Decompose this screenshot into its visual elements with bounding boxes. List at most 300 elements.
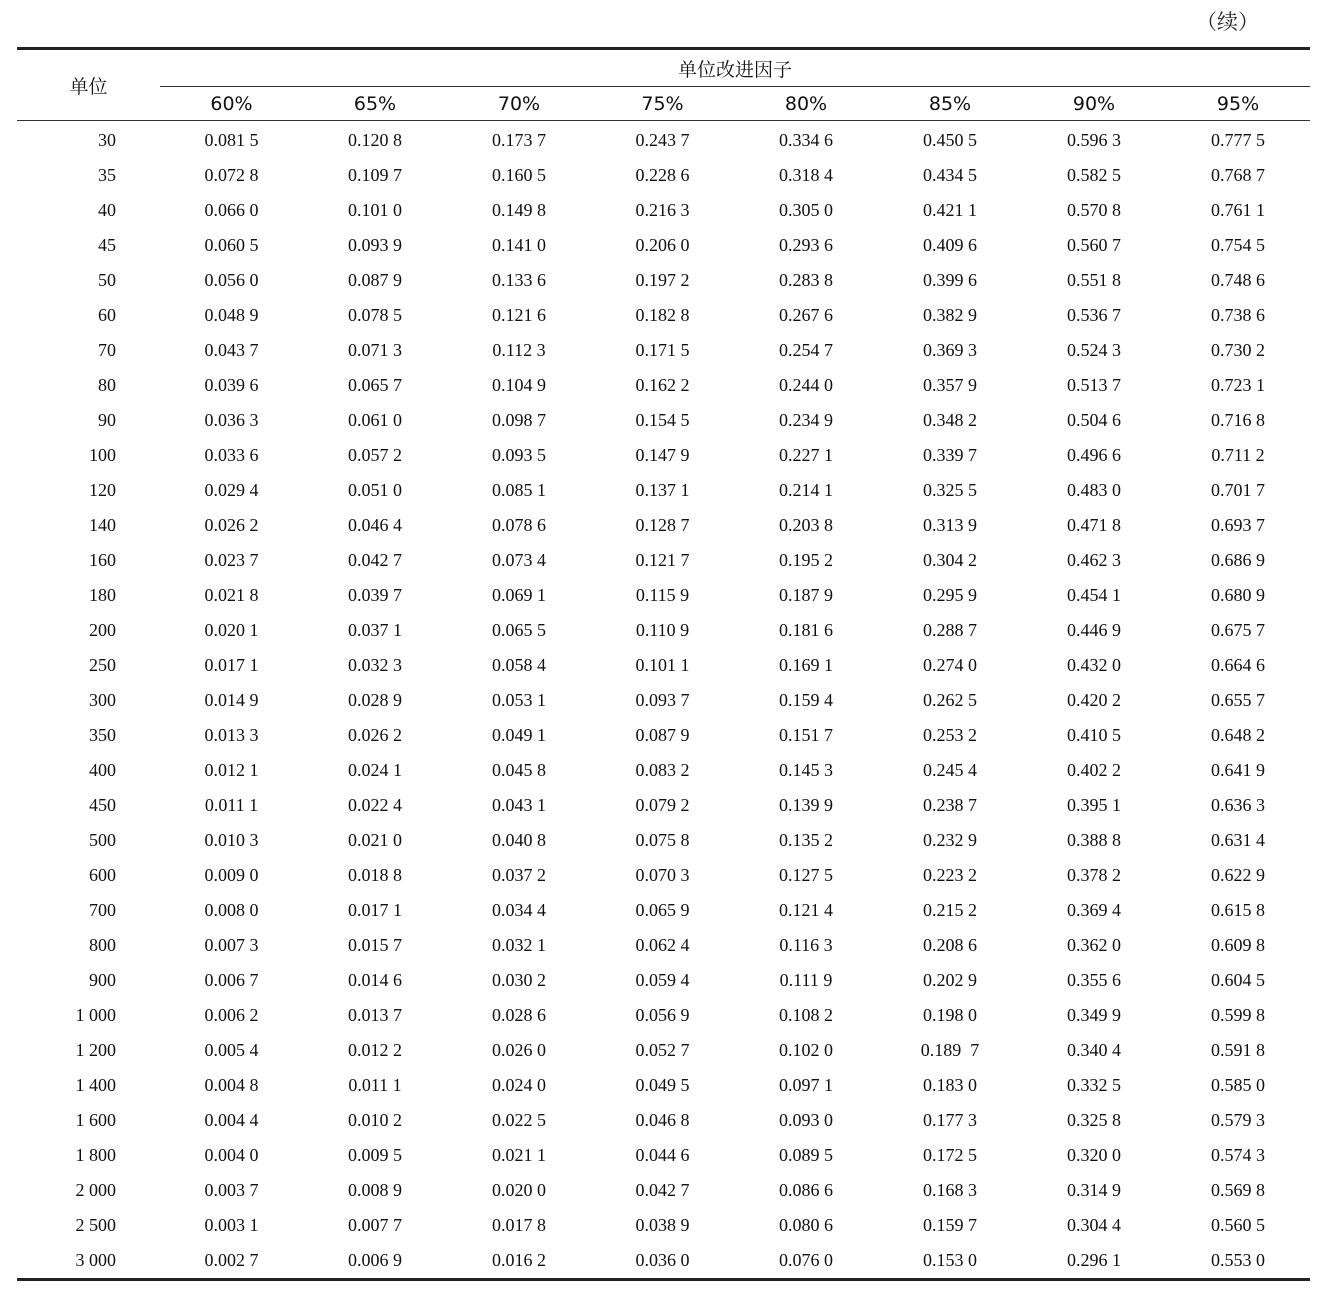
factor-cell: 0.018 8 [348,865,402,885]
factor-cell: 0.223 2 [923,865,977,885]
factor-cell: 0.648 2 [1211,725,1265,745]
table-row [17,1208,1310,1243]
table-row [17,683,1310,718]
factor-cell: 0.101 1 [635,655,690,675]
factor-cell: 0.454 1 [1067,585,1121,605]
factor-cell: 0.014 6 [348,970,402,990]
factor-cell: 0.160 5 [492,165,546,185]
factor-cell: 0.121 7 [635,550,690,570]
factor-cell: 0.348 2 [923,410,977,430]
factor-cell: 0.039 6 [204,375,259,395]
factor-cell: 0.069 1 [492,585,546,605]
factor-cell: 0.111 9 [779,970,833,990]
table-row [17,1068,1310,1103]
factor-cell: 0.120 8 [348,130,402,150]
table-row [17,823,1310,858]
factor-cell: 0.145 3 [779,760,833,780]
factor-cell: 0.093 7 [635,690,690,710]
factor-cell: 0.083 2 [635,760,690,780]
column-header-75pct: 75% [591,87,734,121]
factor-cell: 0.043 7 [204,340,259,360]
factor-cell: 0.202 9 [923,970,977,990]
factor-cell: 0.446 9 [1067,620,1121,640]
column-header-90pct: 90% [1022,87,1166,121]
factor-cell: 0.420 2 [1067,690,1121,710]
factor-cell: 0.021 1 [492,1145,546,1165]
factor-cell: 0.015 7 [348,935,402,955]
factor-cell: 0.471 8 [1067,515,1121,535]
factor-cell: 0.026 2 [348,725,402,745]
factor-cell: 0.028 6 [492,1005,546,1025]
factor-cell: 0.267 6 [779,305,833,325]
factor-cell: 0.283 8 [779,270,833,290]
unit-cell: 60 [98,305,116,325]
factor-cell: 0.013 3 [204,725,259,745]
factor-cell: 0.641 9 [1211,760,1265,780]
factor-cell: 0.340 4 [1067,1040,1121,1060]
factor-cell: 0.153 0 [878,1243,1022,1280]
factor-cell: 0.159 4 [779,690,833,710]
factor-cell: 0.093 0 [779,1110,833,1130]
factor-cell: 0.227 1 [779,445,833,465]
factor-cell: 0.560 7 [1067,235,1121,255]
factor-cell: 0.028 9 [348,690,402,710]
factor-cell: 0.177 3 [923,1110,977,1130]
factor-cell: 0.462 3 [1067,550,1121,570]
factor-cell: 0.030 2 [492,970,546,990]
factor-cell: 0.121 6 [492,305,546,325]
factor-cell: 0.748 6 [1211,270,1265,290]
factor-cell: 0.151 7 [779,725,833,745]
factor-cell: 0.133 6 [492,270,546,290]
factor-cell: 0.232 9 [923,830,977,850]
unit-cell: 70 [98,340,116,360]
factor-cell: 0.023 7 [204,550,259,570]
unit-cell: 30 [98,130,116,150]
factor-cell: 0.399 6 [923,270,977,290]
table-row [17,928,1310,963]
factor-cell: 0.011 1 [204,795,259,815]
unit-cell: 50 [98,270,116,290]
factor-cell: 0.046 4 [348,515,402,535]
factor-cell: 0.078 5 [348,305,402,325]
factor-cell: 0.569 8 [1211,1180,1265,1200]
table-row [17,298,1310,333]
factor-cell: 0.007 3 [204,935,259,955]
factor-cell: 0.016 2 [447,1243,591,1280]
factor-cell: 0.024 0 [492,1075,546,1095]
factor-cell: 0.262 5 [923,690,977,710]
table-row [17,438,1310,473]
factor-cell: 0.228 6 [635,165,690,185]
factor-cell: 0.097 1 [779,1075,833,1095]
factor-cell: 0.087 9 [635,725,690,745]
factor-cell: 0.036 0 [591,1243,734,1280]
unit-cell: 2 000 [75,1180,116,1200]
factor-cell: 0.761 1 [1211,200,1265,220]
factor-cell: 0.062 4 [635,935,690,955]
unit-cell: 140 [89,515,116,535]
factor-cell: 0.244 0 [779,375,833,395]
factor-cell: 0.007 7 [348,1215,402,1235]
factor-cell: 0.504 6 [1067,410,1121,430]
factor-cell: 0.070 3 [635,865,690,885]
factor-cell: 0.216 3 [635,200,690,220]
factor-cell: 0.071 3 [348,340,402,360]
factor-cell: 0.369 4 [1067,900,1121,920]
table-row [17,193,1310,228]
factor-cell: 0.675 7 [1211,620,1265,640]
factor-cell: 0.355 6 [1067,970,1121,990]
factor-cell: 0.115 9 [635,585,690,605]
factor-cell: 0.061 0 [348,410,402,430]
unit-cell: 160 [89,550,116,570]
factor-cell: 0.754 5 [1211,235,1265,255]
table-row [17,333,1310,368]
factor-cell: 0.450 5 [923,130,977,150]
factor-cell: 0.006 7 [204,970,259,990]
table-row [17,1138,1310,1173]
column-header-70pct: 70% [447,87,591,121]
table-row [17,578,1310,613]
factor-cell: 0.434 5 [923,165,977,185]
factor-cell: 0.057 2 [348,445,402,465]
factor-cell: 0.059 4 [635,970,690,990]
table-row [17,718,1310,753]
factor-cell: 0.410 5 [1067,725,1121,745]
factor-cell: 0.195 2 [779,550,833,570]
factor-cell: 0.187 9 [779,585,833,605]
factor-cell: 0.339 7 [923,445,977,465]
factor-cell: 0.056 0 [204,270,259,290]
table-row [17,403,1310,438]
factor-cell: 0.198 0 [923,1005,977,1025]
factor-cell: 0.042 7 [348,550,402,570]
table-row [17,508,1310,543]
column-header-60pct: 60% [160,87,303,121]
factor-cell: 0.655 7 [1211,690,1265,710]
unit-cell: 450 [89,795,116,815]
factor-cell: 0.013 7 [348,1005,402,1025]
factor-cell: 0.102 0 [779,1040,833,1060]
factor-cell: 0.560 5 [1211,1215,1265,1235]
factor-cell: 0.378 2 [1067,865,1121,885]
factor-cell: 0.551 8 [1067,270,1121,290]
factor-cell: 0.305 0 [779,200,833,220]
factor-cell: 0.738 6 [1211,305,1265,325]
factor-cell: 0.622 9 [1211,865,1265,885]
factor-cell: 0.089 5 [779,1145,833,1165]
improvement-factor-group-header: 单位改进因子 [160,49,1310,87]
factor-cell: 0.631 4 [1211,830,1265,850]
table-row [17,788,1310,823]
factor-cell: 0.021 0 [348,830,402,850]
factor-cell: 0.585 0 [1211,1075,1265,1095]
factor-cell: 0.137 1 [635,480,690,500]
factor-cell: 0.072 8 [204,165,259,185]
table-header [17,49,1310,121]
factor-cell: 0.215 2 [923,900,977,920]
factor-cell: 0.349 9 [1067,1005,1121,1025]
factor-cell: 0.046 8 [635,1110,690,1130]
factor-cell: 0.066 0 [204,200,259,220]
factor-cell: 0.051 0 [348,480,402,500]
factor-cell: 0.037 2 [492,865,546,885]
factor-cell: 0.012 2 [348,1040,402,1060]
factor-cell: 0.029 4 [204,480,259,500]
factor-cell: 0.483 0 [1067,480,1121,500]
factor-cell: 0.189 7 [920,1040,980,1060]
unit-cell: 120 [89,480,116,500]
factor-cell: 0.664 6 [1211,655,1265,675]
factor-cell: 0.149 8 [492,200,546,220]
column-header-65pct: 65% [303,87,447,121]
factor-cell: 0.020 1 [204,620,259,640]
factor-cell: 0.116 3 [779,935,833,955]
factor-cell: 0.110 9 [635,620,690,640]
factor-cell: 0.038 9 [635,1215,690,1235]
factor-cell: 0.032 1 [492,935,546,955]
factor-cell: 0.037 1 [348,620,402,640]
factor-cell: 0.318 4 [779,165,833,185]
factor-cell: 0.002 7 [160,1243,303,1280]
table-row [17,893,1310,928]
factor-cell: 0.004 0 [204,1145,259,1165]
factor-cell: 0.582 5 [1067,165,1121,185]
factor-cell: 0.080 6 [779,1215,833,1235]
factor-cell: 0.039 7 [348,585,402,605]
table-row [17,858,1310,893]
table-row [17,368,1310,403]
factor-cell: 0.127 5 [779,865,833,885]
factor-cell: 0.043 1 [492,795,546,815]
factor-cell: 0.154 5 [635,410,690,430]
factor-cell: 0.079 2 [635,795,690,815]
factor-cell: 0.008 0 [204,900,259,920]
factor-cell: 0.604 5 [1211,970,1265,990]
column-header-85pct: 85% [878,87,1022,121]
factor-cell: 0.017 8 [492,1215,546,1235]
factor-cell: 0.388 8 [1067,830,1121,850]
factor-cell: 0.108 2 [779,1005,833,1025]
factor-cell: 0.003 1 [204,1215,259,1235]
factor-cell: 0.693 7 [1211,515,1265,535]
column-header-95pct: 95% [1166,87,1310,121]
factor-cell: 0.098 7 [492,410,546,430]
factor-cell: 0.768 7 [1211,165,1265,185]
factor-cell: 0.168 3 [923,1180,977,1200]
factor-cell: 0.536 7 [1067,305,1121,325]
factor-cell: 0.313 9 [923,515,977,535]
factor-cell: 0.048 9 [204,305,259,325]
factor-column-headers [17,87,1310,121]
factor-cell: 0.052 7 [635,1040,690,1060]
unit-cell: 200 [89,620,116,640]
factor-cell: 0.615 8 [1211,900,1265,920]
factor-cell: 0.409 6 [923,235,977,255]
factor-cell: 0.011 1 [348,1075,402,1095]
factor-cell: 0.171 5 [635,340,690,360]
factor-cell: 0.203 8 [779,515,833,535]
table-row [17,1173,1310,1208]
factor-cell: 0.075 8 [635,830,690,850]
factor-cell: 0.104 9 [492,375,546,395]
factor-cell: 0.197 2 [635,270,690,290]
factor-cell: 0.003 7 [204,1180,259,1200]
unit-cell: 1 000 [75,1005,116,1025]
factor-cell: 0.065 9 [635,900,690,920]
factor-cell: 0.574 3 [1211,1145,1265,1165]
factor-cell: 0.332 5 [1067,1075,1121,1095]
factor-cell: 0.214 1 [779,480,833,500]
factor-cell: 0.579 3 [1211,1110,1265,1130]
factor-cell: 0.017 1 [204,655,259,675]
factor-cell: 0.076 0 [734,1243,878,1280]
unit-cell: 350 [89,725,116,745]
factor-cell: 0.680 9 [1211,585,1265,605]
unit-cell: 300 [89,690,116,710]
factor-cell: 0.093 9 [348,235,402,255]
factor-cell: 0.686 9 [1211,550,1265,570]
factor-cell: 0.139 9 [779,795,833,815]
factor-cell: 0.243 7 [635,130,690,150]
factor-cell: 0.033 6 [204,445,259,465]
factor-cell: 0.121 4 [779,900,833,920]
factor-cell: 0.513 7 [1067,375,1121,395]
factor-cell: 0.017 1 [348,900,402,920]
factor-cell: 0.073 4 [492,550,546,570]
factor-cell: 0.045 8 [492,760,546,780]
factor-cell: 0.032 3 [348,655,402,675]
factor-cell: 0.109 7 [348,165,402,185]
factor-cell: 0.711 2 [1211,445,1265,465]
unit-cell: 900 [89,970,116,990]
table-row [17,998,1310,1033]
unit-cell: 700 [89,900,116,920]
factor-cell: 0.004 4 [204,1110,259,1130]
unit-cell: 800 [89,935,116,955]
factor-cell: 0.162 2 [635,375,690,395]
table-row [17,543,1310,578]
factor-cell: 0.777 5 [1211,130,1265,150]
factor-cell: 0.065 7 [348,375,402,395]
factor-cell: 0.040 8 [492,830,546,850]
factor-cell: 0.004 8 [204,1075,259,1095]
factor-cell: 0.169 1 [779,655,833,675]
factor-cell: 0.314 9 [1067,1180,1121,1200]
factor-cell: 0.021 8 [204,585,259,605]
continued-label: （续） [1196,10,1259,34]
factor-cell: 0.173 7 [492,130,546,150]
factor-cell: 0.716 8 [1211,410,1265,430]
factor-cell: 0.005 4 [204,1040,259,1060]
factor-cell: 0.101 0 [348,200,402,220]
factor-cell: 0.024 1 [348,760,402,780]
factor-cell: 0.238 7 [923,795,977,815]
table-row [17,158,1310,193]
factor-cell: 0.081 5 [204,130,259,150]
unit-cell: 45 [98,235,116,255]
table-row [17,753,1310,788]
factor-cell: 0.304 2 [923,550,977,570]
unit-cell: 400 [89,760,116,780]
factor-cell: 0.208 6 [923,935,977,955]
factor-cell: 0.206 0 [635,235,690,255]
factor-cell: 0.432 0 [1067,655,1121,675]
table-row [17,228,1310,263]
factor-cell: 0.049 5 [635,1075,690,1095]
factor-cell: 0.723 1 [1211,375,1265,395]
table-row [17,1243,1310,1280]
factor-cell: 0.245 4 [923,760,977,780]
unit-column-header: 单位 [17,49,160,121]
factor-cell: 0.159 7 [923,1215,977,1235]
factor-cell: 0.060 5 [204,235,259,255]
factor-cell: 0.086 6 [779,1180,833,1200]
table-row [17,1033,1310,1068]
factor-cell: 0.182 8 [635,305,690,325]
unit-cell: 100 [89,445,116,465]
factor-cell: 0.357 9 [923,375,977,395]
factor-cell: 0.254 7 [779,340,833,360]
factor-cell: 0.325 5 [923,480,977,500]
factor-cell: 0.636 3 [1211,795,1265,815]
unit-cell: 1 600 [75,1110,116,1130]
unit-cell: 90 [98,410,116,430]
factor-cell: 0.570 8 [1067,200,1121,220]
factor-cell: 0.293 6 [779,235,833,255]
table-row [17,473,1310,508]
table-row [17,263,1310,298]
factor-cell: 0.181 6 [779,620,833,640]
factor-cell: 0.022 5 [492,1110,546,1130]
unit-cell: 1 400 [75,1075,116,1095]
factor-cell: 0.730 2 [1211,340,1265,360]
factor-cell: 0.320 0 [1067,1145,1121,1165]
factor-cell: 0.701 7 [1211,480,1265,500]
factor-cell: 0.058 4 [492,655,546,675]
factor-cell: 0.042 7 [635,1180,690,1200]
factor-cell: 0.296 1 [1022,1243,1166,1280]
unit-cell: 35 [98,165,116,185]
factor-cell: 0.009 0 [204,865,259,885]
factor-cell: 0.274 0 [923,655,977,675]
table-body [17,121,1310,1280]
factor-cell: 0.078 6 [492,515,546,535]
factor-cell: 0.014 9 [204,690,259,710]
factor-cell: 0.183 0 [923,1075,977,1095]
factor-cell: 0.553 0 [1166,1243,1310,1280]
factor-cell: 0.334 6 [779,130,833,150]
factor-cell: 0.382 9 [923,305,977,325]
factor-cell: 0.147 9 [635,445,690,465]
unit-cell: 3 000 [17,1243,160,1280]
factor-cell: 0.034 4 [492,900,546,920]
factor-cell: 0.006 9 [303,1243,447,1280]
factor-cell: 0.596 3 [1067,130,1121,150]
factor-cell: 0.012 1 [204,760,259,780]
factor-cell: 0.496 6 [1067,445,1121,465]
factor-cell: 0.009 5 [348,1145,402,1165]
unit-cell: 80 [98,375,116,395]
factor-cell: 0.049 1 [492,725,546,745]
factor-cell: 0.036 3 [204,410,259,430]
unit-cell: 180 [89,585,116,605]
unit-cell: 1 200 [75,1040,116,1060]
unit-cell: 500 [89,830,116,850]
factor-cell: 0.234 9 [779,410,833,430]
factor-cell: 0.010 3 [204,830,259,850]
